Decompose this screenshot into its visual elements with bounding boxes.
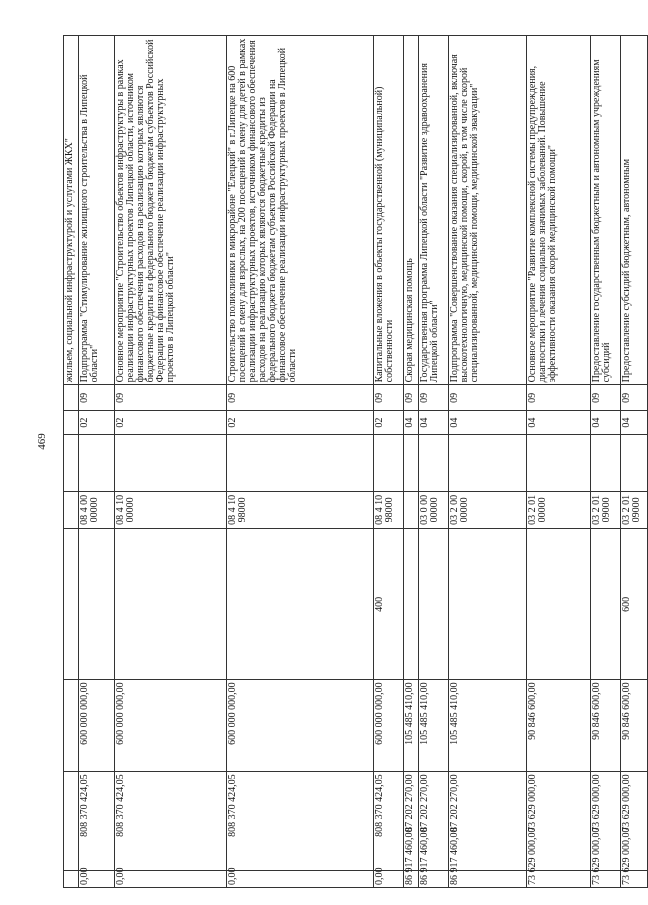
cell-amount-3-value: 0,00	[226, 867, 238, 885]
cell-amount-1	[114, 679, 227, 771]
cell-amount-2	[78, 771, 114, 870]
table-row	[63, 35, 78, 887]
cell-amount-1-value: 600 000 000,00	[78, 681, 90, 745]
cell-amount-1-value: 90 846 600,00	[590, 681, 602, 740]
cell-amount-1	[526, 679, 590, 771]
cell-amount-3	[418, 827, 448, 887]
cell-amount-3	[590, 827, 620, 887]
cell-target-article: 08 4 10 00000	[114, 491, 227, 529]
cell-name: Строительство поликлиники в микрорайоне "Елецкий" в г.Липецке на 600 посещений в смену для взрослых, на 200 посещений в смену для детей в рамках реализации инфраструктурных проектов, источником финансового обеспечения расходов на реализацию которых являются бюджетные кредиты из федерального бюджета бюджетам субъектов Российской Федерации на финансовое обеспечение реализации инфраструктурных проектов в Липецкой области	[226, 35, 373, 384]
cell-subsection	[418, 434, 448, 491]
cell-amount-1	[78, 679, 114, 771]
cell-amount-2	[226, 771, 373, 870]
table-row	[114, 35, 227, 887]
cell-target-article: 03 2 01 09000	[620, 491, 647, 529]
cell-expense-type	[226, 528, 373, 679]
cell-amount-3	[526, 827, 590, 887]
cell-name: Предоставление субсидий бюджетным, автономным	[620, 35, 647, 384]
cell-name: Государственная программа Липецкой области "Развитие здравоохранения Липецкой области"	[418, 35, 448, 384]
cell-subsection	[114, 434, 227, 491]
cell-name: Предоставление государственным бюджетным и автономным учреждениям субсидий	[590, 35, 620, 384]
cell-admin-code: 09	[590, 384, 620, 410]
table-row	[418, 35, 448, 887]
table-row	[78, 35, 114, 887]
cell-amount-2-value: 73 629 000,00	[526, 773, 538, 832]
cell-expense-type	[403, 528, 418, 679]
table-row	[526, 35, 590, 887]
cell-subsection	[63, 434, 78, 491]
cell-amount-3-value: 0,00	[114, 867, 126, 885]
cell-section: 02	[226, 410, 373, 434]
cell-expense-type: 600	[620, 528, 647, 679]
cell-subsection	[78, 434, 114, 491]
cell-amount-1-value: 600 000 000,00	[114, 681, 126, 745]
cell-name: Подпрограмма "Стимулирование жилищного строительства в Липецкой области"	[78, 35, 114, 384]
cell-amount-3-value: 86 917 460,00	[403, 827, 415, 885]
cell-target-article: 03 2 00 00000	[448, 491, 526, 529]
cell-amount-2-value: 73 629 000,00	[590, 773, 602, 832]
cell-amount-1-value: 105 485 410,00	[403, 681, 415, 745]
table-row	[226, 35, 373, 887]
cell-amount-2-value: 87 202 270,00	[403, 773, 415, 832]
cell-amount-3	[373, 867, 403, 887]
cell-admin-code: 09	[226, 384, 373, 410]
cell-amount-1-value: 600 000 000,00	[226, 681, 238, 745]
cell-admin-code: 09	[620, 384, 647, 410]
cell-section	[63, 410, 78, 434]
cell-amount-3-value: 0,00	[78, 867, 90, 885]
cell-amount-2-value: 87 202 270,00	[448, 773, 460, 832]
cell-amount-3	[78, 867, 114, 887]
cell-amount-3	[63, 870, 78, 887]
table-body	[63, 35, 647, 887]
cell-admin-code: 09	[373, 384, 403, 410]
cell-amount-1-value: 105 485 410,00	[418, 681, 430, 745]
cell-amount-3-value: 86 917 460,00	[448, 827, 460, 885]
cell-target-article: 08 4 10 98000	[226, 491, 373, 529]
cell-admin-code: 09	[114, 384, 227, 410]
cell-expense-type: 400	[373, 528, 403, 679]
cell-amount-2-value: 808 370 424,05	[114, 773, 126, 837]
cell-amount-2	[63, 771, 78, 870]
page-number: 469	[35, 433, 48, 450]
cell-admin-code	[63, 384, 78, 410]
cell-amount-2-value: 87 202 270,00	[418, 773, 430, 832]
cell-amount-2	[373, 771, 403, 870]
cell-amount-1	[226, 679, 373, 771]
cell-amount-1	[418, 679, 448, 771]
cell-subsection	[226, 434, 373, 491]
cell-section: 02	[114, 410, 227, 434]
cell-name: Основное мероприятие "Развитие комплексной системы предупреждения, диагностики и лечения социально значимых заболеваний. Повышение эффективности оказания скорой медицинской помощи"	[526, 35, 590, 384]
cell-admin-code: 09	[448, 384, 526, 410]
cell-amount-2-value: 808 370 424,05	[78, 773, 90, 837]
cell-target-article	[63, 491, 78, 529]
cell-expense-type	[114, 528, 227, 679]
cell-amount-1	[590, 679, 620, 771]
cell-subsection	[620, 434, 647, 491]
cell-admin-code: 09	[418, 384, 448, 410]
cell-amount-1	[448, 679, 526, 771]
cell-amount-1-value: 90 846 600,00	[620, 681, 632, 740]
cell-section: 04	[448, 410, 526, 434]
cell-expense-type	[78, 528, 114, 679]
cell-expense-type	[448, 528, 526, 679]
cell-subsection	[448, 434, 526, 491]
cell-section: 04	[620, 410, 647, 434]
cell-expense-type	[63, 528, 78, 679]
cell-expense-type	[418, 528, 448, 679]
cell-amount-3	[226, 867, 373, 887]
cell-target-article: 03 2 01 09000	[590, 491, 620, 529]
cell-amount-1	[373, 679, 403, 771]
cell-section: 04	[403, 410, 418, 434]
cell-section: 04	[590, 410, 620, 434]
cell-name: жильем, социальной инфраструктурой и услугами ЖКХ"	[63, 35, 78, 384]
cell-amount-1	[63, 679, 78, 771]
cell-amount-1-value: 600 000 000,00	[373, 681, 385, 745]
cell-amount-1-value: 105 485 410,00	[448, 681, 460, 745]
cell-target-article: 08 4 10 98000	[373, 491, 403, 529]
cell-amount-3	[114, 867, 227, 887]
cell-target-article: 03 0 00 00000	[418, 491, 448, 529]
cell-target-article: 03 2 01 00000	[526, 491, 590, 529]
cell-amount-1-value: 90 846 600,00	[526, 681, 538, 740]
cell-amount-3-value: 73 629 000,00	[590, 827, 602, 885]
cell-admin-code: 09	[78, 384, 114, 410]
cell-amount-3-value: 0,00	[373, 867, 385, 885]
cell-section: 04	[418, 410, 448, 434]
cell-target-article	[403, 491, 418, 529]
cell-subsection	[590, 434, 620, 491]
cell-amount-3-value: 86 917 460,00	[418, 827, 430, 885]
cell-section: 04	[526, 410, 590, 434]
cell-section: 02	[78, 410, 114, 434]
cell-target-article: 08 4 00 00000	[78, 491, 114, 529]
cell-amount-3	[620, 827, 647, 887]
cell-name: Капитальные вложения в объекты государственной (муниципальной) собственности	[373, 35, 403, 384]
cell-amount-3-value: 73 629 000,00	[526, 827, 538, 885]
cell-name: Скорая медицинская помощь	[403, 35, 418, 384]
cell-admin-code: 09	[403, 384, 418, 410]
table-row	[620, 35, 647, 887]
table-row	[590, 35, 620, 887]
cell-name: Подпрограмма "Совершенствование оказания специализированной, включая высокотехнологичную, медицинской помощи, скорой, в том числе скорой специализированной, медицинской помощи, медицинской эвакуации"	[448, 35, 526, 384]
cell-amount-3	[403, 827, 418, 887]
cell-amount-3-value: 73 629 000,00	[620, 827, 632, 885]
cell-amount-2-value: 808 370 424,05	[226, 773, 238, 837]
cell-subsection	[526, 434, 590, 491]
cell-amount-2	[114, 771, 227, 870]
cell-amount-1	[403, 679, 418, 771]
cell-name: Основное мероприятие "Строительство объектов инфраструктуры в рамках реализации инфраструктурных проектов Липецкой области, источником финансового обеспечения расходов на реализацию которых являются бюджетные кредиты из федерального бюджета бюджетам субъектов Российской Федерации на финансовое обеспечение реализации инфраструктурных проектов в Липецкой области"	[114, 35, 227, 384]
table-row	[373, 35, 403, 887]
budget-table	[63, 35, 648, 888]
cell-amount-3	[448, 827, 526, 887]
cell-subsection	[373, 434, 403, 491]
cell-amount-1	[620, 679, 647, 771]
cell-expense-type	[590, 528, 620, 679]
table-row	[448, 35, 526, 887]
cell-subsection	[403, 434, 418, 491]
table-row	[403, 35, 418, 887]
cell-admin-code: 09	[526, 384, 590, 410]
cell-expense-type	[526, 528, 590, 679]
cell-amount-2-value: 808 370 424,05	[373, 773, 385, 837]
cell-amount-2-value: 73 629 000,00	[620, 773, 632, 832]
cell-section: 02	[373, 410, 403, 434]
